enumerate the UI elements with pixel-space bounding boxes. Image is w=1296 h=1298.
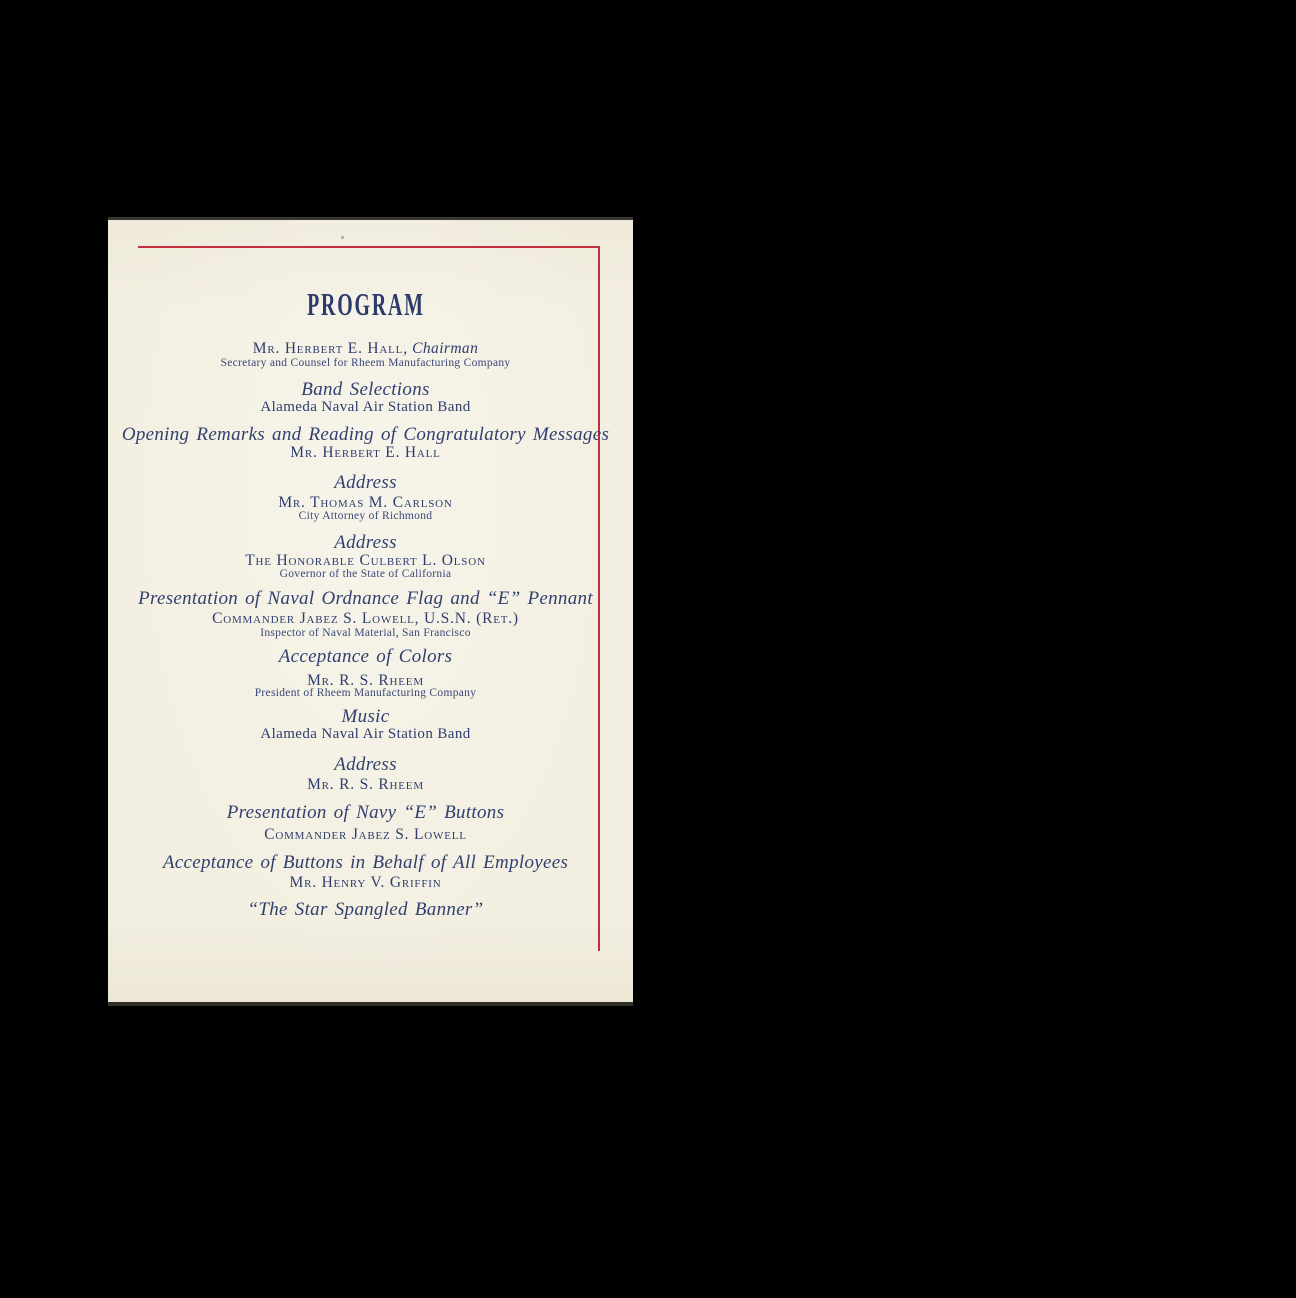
item-name-chairman [108, 341, 623, 357]
item-heading: Opening Remarks and Reading of Congratulatory Messages [121, 424, 610, 445]
item-name: Mr. R. S. Rheem [307, 672, 424, 689]
item-sub: Alameda Naval Air Station Band [260, 399, 471, 415]
item-heading: Presentation of Navy “E” Buttons [226, 802, 505, 823]
item-name: Commander Jabez S. Lowell [264, 826, 467, 843]
item-name: Mr. Thomas M. Carlson [278, 494, 453, 511]
item-heading: Music [341, 706, 390, 727]
item-heading: “The Star Spangled Banner” [247, 899, 484, 920]
chairman-name: Mr. Herbert E. Hall, [252, 340, 408, 357]
item-heading: Presentation of Naval Ordnance Flag and “E” Pennant [138, 588, 593, 609]
item-name: Mr. R. S. Rheem [307, 776, 424, 793]
item-name: Mr. Henry V. Griffin [289, 874, 442, 891]
item-desc: President of Rheem Manufacturing Company [254, 687, 477, 699]
item-heading: Address [334, 754, 397, 775]
item-heading: Acceptance of Buttons in Behalf of All Employees [162, 852, 569, 873]
item-sub: Alameda Naval Air Station Band [260, 726, 471, 742]
item-desc: Inspector of Naval Material, San Francisco [260, 627, 471, 639]
item-name: Mr. Herbert E. Hall [290, 444, 441, 461]
item-desc: City Attorney of Richmond [298, 510, 433, 522]
program-page [108, 220, 633, 1002]
item-heading: Acceptance of Colors [278, 646, 453, 667]
item-heading: Address [334, 472, 397, 493]
page-title [108, 288, 623, 320]
item-desc: Governor of the State of California [279, 568, 452, 580]
item-name: Commander Jabez S. Lowell, U.S.N. (Ret.) [212, 610, 519, 627]
item-desc: Secretary and Counsel for Rheem Manufacturing Company [220, 357, 511, 369]
paper-speck [341, 236, 344, 239]
item-name: The Honorable Culbert L. Olson [245, 552, 486, 569]
page-title-text: PROGRAM [306, 286, 425, 322]
red-border-top-rule [138, 246, 600, 248]
item-heading: Address [334, 532, 397, 553]
item-heading: Band Selections [301, 379, 430, 400]
chairman-role: Chairman [407, 340, 479, 357]
